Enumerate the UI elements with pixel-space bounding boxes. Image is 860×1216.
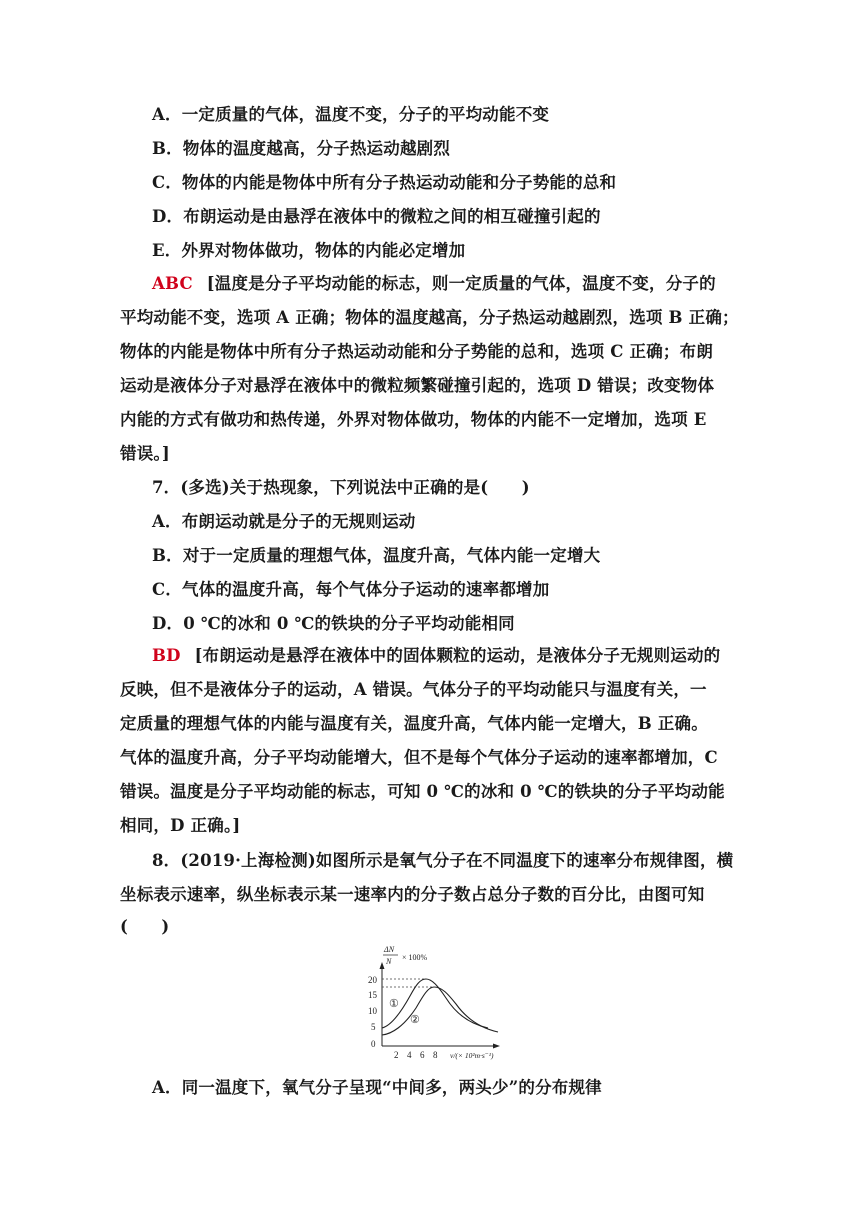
x-tick-8: 8 [433,1050,438,1060]
y-axis-label-denominator: N [386,957,392,966]
q7-option-a: A．布朗运动就是分子的无规则运动 [152,512,416,531]
q6-explanation-line-1: ABC [温度是分子平均动能的标志，则一定质量的气体，温度不变，分子的 [152,274,716,293]
curve-1-label: ① [389,998,399,1010]
y-tick-0: 0 [371,1039,376,1049]
q8-option-a: A．同一温度下，氧气分子呈现“中间多，两头少”的分布规律 [152,1078,602,1097]
q8-stem-line-3: ( ) [120,917,170,936]
y-axis-label-numerator: ΔN [384,945,395,954]
q6-option-b: B．物体的温度越高，分子热运动越剧烈 [152,139,451,158]
q7-option-b: B．对于一定质量的理想气体，温度升高，气体内能一定增大 [152,546,601,565]
speed-distribution-figure [360,940,530,1065]
q6-explanation-line-2: 平均动能不变，选项 A 正确；物体的温度越高，分子热运动越剧烈，选项 B 正确； [120,308,739,327]
q7-explanation-line-1: BD [布朗运动是悬浮在液体中的固体颗粒的运动，是液体分子无规则运动的 [152,646,721,665]
q7-stem: 7．(多选)关于热现象，下列说法中正确的是( ) [152,478,530,497]
q6-option-d: D．布朗运动是由悬浮在液体中的微粒之间的相互碰撞引起的 [152,207,601,226]
q6-answer: ABC [152,274,193,293]
q7-option-c: C．气体的温度升高，每个气体分子运动的速率都增加 [152,580,550,599]
q6-explanation-line-3: 物体的内能是物体中所有分子热运动动能和分子势能的总和，选项 C 正确；布朗 [120,342,714,361]
speed-distribution-graph [360,940,530,1065]
q7-explanation-line-4: 气体的温度升高，分子平均动能增大，但不是每个气体分子运动的速率都增加，C [120,748,718,767]
q7-option-d: D．0 ℃的冰和 0 ℃的铁块的分子平均动能相同 [152,614,515,633]
y-axis-label-suffix: × 100% [402,953,428,962]
q7-explanation-line-3: 定质量的理想气体的内能与温度有关，温度升高，气体内能一定增大，B 正确。 [120,714,708,733]
q6-option-c: C．物体的内能是物体中所有分子热运动动能和分子势能的总和 [152,173,617,192]
y-tick-10: 10 [368,1006,377,1016]
x-tick-2: 2 [394,1050,399,1060]
q7-explanation-line-6: 相同，D 正确。] [120,816,241,835]
q6-explanation-line-4: 运动是液体分子对悬浮在液体中的微粒频繁碰撞引起的，选项 D 错误；改变物体 [120,376,715,395]
q7-explanation-line-2: 反映，但不是液体分子的运动，A 错误。气体分子的平均动能只与温度有关，一 [120,680,707,699]
y-tick-5: 5 [371,1022,376,1032]
y-tick-20: 20 [368,975,377,985]
q6-explanation-line-5: 内能的方式有做功和热传递，外界对物体做功，物体的内能不一定增加，选项 E [120,410,707,429]
curve-2-label: ② [410,1014,420,1026]
q7-answer: BD [152,646,181,665]
x-tick-6: 6 [420,1050,425,1060]
q6-option-e: E．外界对物体做功，物体的内能必定增加 [152,241,466,260]
q8-stem-line-2: 坐标表示速率，纵坐标表示某一速率内的分子数占总分子数的百分比，由图可知 [120,885,705,904]
curve-2 [382,987,498,1035]
x-axis-label: v/(× 10²m·s⁻¹) [450,1051,494,1060]
x-tick-4: 4 [407,1050,412,1060]
y-tick-15: 15 [368,990,377,1000]
q6-explanation-line-6: 错误。] [120,444,170,463]
q6-option-a: A．一定质量的气体，温度不变，分子的平均动能不变 [152,105,550,124]
q7-explanation-line-5: 错误。温度是分子平均动能的标志，可知 0 ℃的冰和 0 ℃的铁块的分子平均动能 [120,782,725,801]
q8-stem-line-1: 8．(2019·上海检测)如图所示是氧气分子在不同温度下的速率分布规律图，横 [152,851,734,870]
